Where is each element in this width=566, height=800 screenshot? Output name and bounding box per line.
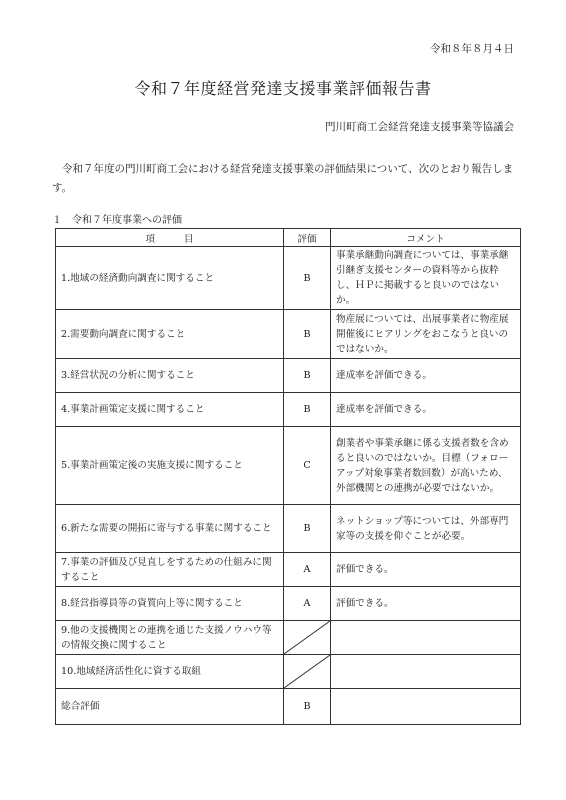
- row-eval: B: [284, 689, 331, 725]
- section-heading: １ 令和７年度事業への評価: [52, 215, 182, 226]
- table-row: [56, 427, 521, 505]
- row-eval: A: [284, 553, 331, 587]
- row-item: 9.他の支援機関との連携を通じた支援ノウハウ等の情報交換に関すること: [56, 621, 284, 655]
- row-eval: B: [284, 247, 331, 310]
- row-item: 6.新たな需要の開拓に寄与する事業に関すること: [56, 505, 284, 553]
- row-eval: B: [284, 393, 331, 427]
- row-comment: 評価できる。: [331, 587, 521, 621]
- row-item: 5.事業計画策定後の実施支援に関すること: [56, 427, 284, 505]
- header-item: 項 目: [56, 229, 284, 247]
- table-row: [56, 359, 521, 393]
- row-eval: B: [284, 310, 331, 359]
- table-row: [56, 247, 521, 310]
- row-eval-slashed: [284, 621, 331, 655]
- table-row: [56, 587, 521, 621]
- row-item: 10.地域経済活性化に資する取組: [56, 655, 284, 689]
- row-item: 8.経営指導員等の資質向上等に関すること: [56, 587, 284, 621]
- organization-name: 門川町商工会経営発達支援事業等協議会: [325, 121, 514, 133]
- header-comment: コメント: [331, 229, 521, 247]
- row-comment: 達成率を評価できる。: [331, 359, 521, 393]
- header-eval: 評価: [284, 229, 331, 247]
- table-row: [56, 655, 521, 689]
- row-comment: 事業承継動向調査については、事業承継引継ぎ支援センターの資料等から抜粋し、ＨＰに掲載すると良いのではないか。: [331, 247, 521, 310]
- row-item: 2.需要動向調査に関すること: [56, 310, 284, 359]
- row-comment: 評価できる。: [331, 553, 521, 587]
- table-row: [56, 393, 521, 427]
- row-comment: [331, 621, 521, 655]
- table-header-row: [56, 229, 521, 247]
- row-comment: [331, 689, 521, 725]
- page-title: 令和７年度経営発達支援事業評価報告書: [134, 79, 432, 98]
- row-comment: 達成率を評価できる。: [331, 393, 521, 427]
- row-eval: C: [284, 427, 331, 505]
- row-item: 3.経営状況の分析に関すること: [56, 359, 284, 393]
- table-row: [56, 553, 521, 587]
- table-row-total: [56, 689, 521, 725]
- date-text: 令和８年８月４日: [430, 43, 514, 55]
- evaluation-table: [55, 228, 521, 725]
- intro-paragraph: 令和７年度の門川町商工会における経営発達支援事業の評価結果について、次のとおり報告します。: [52, 163, 514, 194]
- row-item: 7.事業の評価及び見直しをするための仕組みに関すること: [56, 553, 284, 587]
- row-comment: ネットショップ等については、外部専門家等の支援を仰ぐことが必要。: [331, 505, 521, 553]
- row-eval: B: [284, 505, 331, 553]
- row-item: 総合評価: [56, 689, 284, 725]
- row-item: 4.事業計画策定支援に関すること: [56, 393, 284, 427]
- row-eval: B: [284, 359, 331, 393]
- row-comment: 物産展については、出展事業者に物産展開催後にヒアリングをおこなうと良いのではないか。: [331, 310, 521, 359]
- diagonal-slash: [284, 621, 330, 654]
- row-eval-slashed: [284, 655, 331, 689]
- table-row: [56, 310, 521, 359]
- row-comment: 創業者や事業承継に係る支援者数を含めると良いのではないか。目標（フォローアップ対象事業者数回数）が高いため、外部機関との連携が必要ではないか。: [331, 427, 521, 505]
- table-row: [56, 505, 521, 553]
- row-item: 1.地域の経済動向調査に関すること: [56, 247, 284, 310]
- row-comment: [331, 655, 521, 689]
- table-row: [56, 621, 521, 655]
- row-eval: A: [284, 587, 331, 621]
- diagonal-slash: [284, 655, 330, 688]
